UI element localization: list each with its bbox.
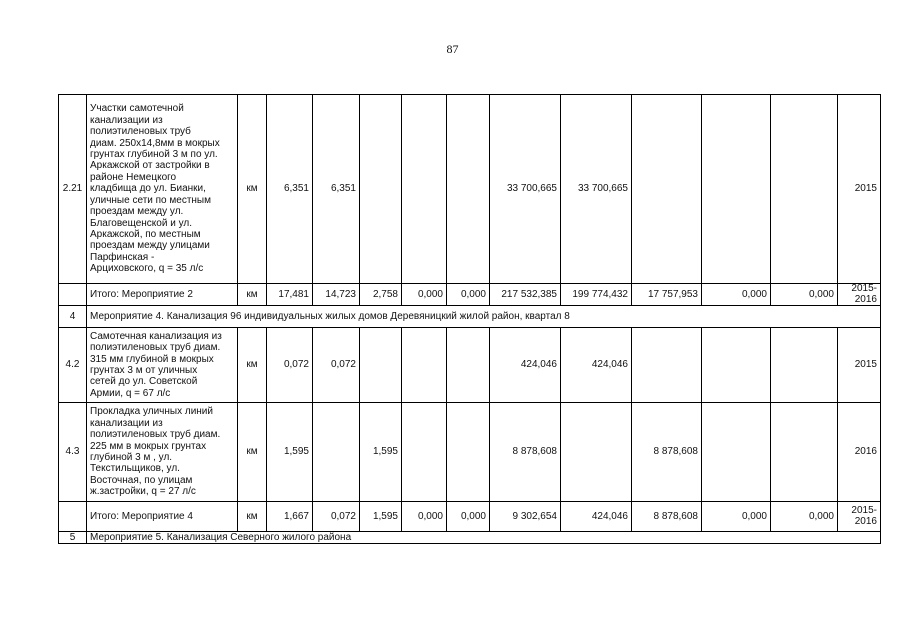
value-cell bbox=[632, 95, 702, 284]
value-cell bbox=[402, 403, 447, 502]
value-cell: 424,046 bbox=[561, 502, 632, 532]
description-line: полиэтиленовых труб диам. bbox=[90, 429, 221, 441]
value-cell: 217 532,385 bbox=[490, 284, 561, 306]
unit-cell: км bbox=[238, 284, 267, 306]
row-number-cell: 5 bbox=[59, 532, 87, 544]
value-cell bbox=[313, 403, 360, 502]
description-cell bbox=[87, 328, 238, 403]
description-line: Армии, q = 67 л/с bbox=[90, 387, 171, 399]
row-number-cell bbox=[59, 284, 87, 306]
year-line: 2015- bbox=[851, 505, 877, 516]
years-cell bbox=[838, 95, 881, 284]
unit-cell: км bbox=[238, 328, 267, 403]
description-line: сетей до ул. Советской bbox=[90, 376, 198, 388]
description-cell bbox=[87, 502, 238, 532]
description-line: диам. 250х14,8мм в мокрых bbox=[90, 137, 220, 149]
description-line: Благовещенской и ул. bbox=[90, 217, 192, 229]
description-line: уличные сети по местным bbox=[90, 194, 211, 206]
value-cell: 8 878,608 bbox=[632, 403, 702, 502]
description-line: полиэтиленовых труб диам. bbox=[90, 342, 221, 354]
description-cell bbox=[87, 95, 238, 284]
value-cell: 17 757,953 bbox=[632, 284, 702, 306]
year-line: 2015- bbox=[851, 283, 877, 294]
value-cell: 0,000 bbox=[771, 502, 838, 532]
description-line: полиэтиленовых труб bbox=[90, 126, 191, 138]
unit-cell: км bbox=[238, 502, 267, 532]
value-cell bbox=[771, 95, 838, 284]
value-cell: 0,000 bbox=[402, 284, 447, 306]
description-line: Прокладка уличных линий bbox=[90, 406, 213, 418]
value-cell bbox=[447, 328, 490, 403]
description-line: канализации из bbox=[90, 114, 163, 126]
total-row bbox=[59, 284, 881, 306]
value-cell: 0,000 bbox=[447, 502, 490, 532]
value-cell bbox=[702, 403, 771, 502]
year-line: 2015 bbox=[854, 182, 877, 194]
value-cell bbox=[702, 328, 771, 403]
value-cell bbox=[360, 328, 402, 403]
page-number: 87 bbox=[446, 42, 459, 56]
total-row bbox=[59, 502, 881, 532]
table-body bbox=[59, 95, 881, 544]
year-line: 2016 bbox=[854, 445, 877, 457]
value-cell: 9 302,654 bbox=[490, 502, 561, 532]
value-cell: 0,000 bbox=[447, 284, 490, 306]
description-line: Парфинская - bbox=[90, 251, 155, 263]
year-line: 2015 bbox=[854, 358, 877, 370]
description-line: глубиной 3 м , ул. bbox=[90, 452, 173, 463]
description-line: грунтах глубиной 3 м по ул. bbox=[90, 149, 218, 161]
value-cell: 1,667 bbox=[267, 502, 313, 532]
section-title-cell: Мероприятие 5. Канализация Северного жилого района bbox=[87, 532, 881, 544]
value-cell: 1,595 bbox=[267, 403, 313, 502]
value-cell: 424,046 bbox=[490, 328, 561, 403]
years-cell bbox=[838, 284, 881, 306]
years-cell bbox=[838, 502, 881, 532]
description-line: 225 мм в мокрых грунтах bbox=[90, 440, 207, 452]
description-line: канализации из bbox=[90, 417, 163, 429]
description-line: кладбища до ул. Бианки, bbox=[90, 183, 206, 195]
value-cell: 424,046 bbox=[561, 328, 632, 403]
section-row bbox=[59, 532, 881, 544]
value-cell: 2,758 bbox=[360, 284, 402, 306]
value-cell: 0,000 bbox=[702, 502, 771, 532]
section-row bbox=[59, 306, 881, 328]
description-line: Итого: Мероприятие 2 bbox=[90, 288, 193, 300]
description-line: 315 мм глубиной в мокрых bbox=[90, 353, 214, 365]
description-line: проездам между ул. bbox=[90, 206, 184, 218]
section-title-cell: Мероприятие 4. Канализация 96 индивидуальных жилых домов Деревяницкий жилой район, квартал 8 bbox=[87, 306, 881, 328]
description-line: Аркажской от застройки в bbox=[90, 160, 210, 172]
value-cell: 0,000 bbox=[402, 502, 447, 532]
description-line: Итого: Мероприятие 4 bbox=[90, 510, 193, 522]
description-line: Аркажской, по местным bbox=[90, 228, 201, 240]
value-cell bbox=[447, 403, 490, 502]
table-row bbox=[59, 403, 881, 502]
value-cell bbox=[771, 403, 838, 502]
description-cell bbox=[87, 403, 238, 502]
row-number-cell bbox=[59, 502, 87, 532]
description-line: грунтах 3 м от уличных bbox=[90, 365, 198, 376]
description-cell bbox=[87, 284, 238, 306]
measures-table bbox=[58, 94, 881, 544]
value-cell bbox=[771, 328, 838, 403]
value-cell: 33 700,665 bbox=[490, 95, 561, 284]
years-cell bbox=[838, 403, 881, 502]
description-line: Самотечная канализация из bbox=[90, 330, 222, 342]
description-line: Участки самотечной bbox=[90, 103, 184, 115]
description-line: проездам между улицами bbox=[90, 240, 210, 252]
value-cell bbox=[360, 95, 402, 284]
year-line: 2016 bbox=[854, 293, 877, 305]
value-cell bbox=[561, 403, 632, 502]
row-number-cell: 2.21 bbox=[59, 95, 87, 284]
table-row bbox=[59, 95, 881, 284]
value-cell: 0,072 bbox=[313, 328, 360, 403]
value-cell bbox=[447, 95, 490, 284]
description-line: районе Немецкого bbox=[90, 171, 177, 183]
year-line: 2016 bbox=[854, 515, 877, 527]
value-cell: 0,000 bbox=[771, 284, 838, 306]
table-row bbox=[59, 328, 881, 403]
description-line: Арциховского, q = 35 л/с bbox=[90, 263, 204, 275]
unit-cell: км bbox=[238, 95, 267, 284]
value-cell: 199 774,432 bbox=[561, 284, 632, 306]
description-line: Восточная, по улицам bbox=[90, 474, 193, 486]
row-number-cell: 4.2 bbox=[59, 328, 87, 403]
value-cell: 8 878,608 bbox=[490, 403, 561, 502]
value-cell: 17,481 bbox=[267, 284, 313, 306]
value-cell: 1,595 bbox=[360, 502, 402, 532]
value-cell: 33 700,665 bbox=[561, 95, 632, 284]
description-line: ж.застройки, q = 27 л/с bbox=[90, 486, 196, 498]
value-cell bbox=[702, 95, 771, 284]
value-cell: 0,072 bbox=[313, 502, 360, 532]
value-cell: 1,595 bbox=[360, 403, 402, 502]
value-cell: 0,000 bbox=[702, 284, 771, 306]
row-number-cell: 4.3 bbox=[59, 403, 87, 502]
value-cell bbox=[402, 328, 447, 403]
description-line: Текстильщиков, ул. bbox=[90, 463, 180, 475]
value-cell: 14,723 bbox=[313, 284, 360, 306]
value-cell: 8 878,608 bbox=[632, 502, 702, 532]
value-cell bbox=[402, 95, 447, 284]
value-cell: 6,351 bbox=[313, 95, 360, 284]
row-number-cell: 4 bbox=[59, 306, 87, 328]
unit-cell: км bbox=[238, 403, 267, 502]
value-cell: 0,072 bbox=[267, 328, 313, 403]
years-cell bbox=[838, 328, 881, 403]
value-cell: 6,351 bbox=[267, 95, 313, 284]
value-cell bbox=[632, 328, 702, 403]
